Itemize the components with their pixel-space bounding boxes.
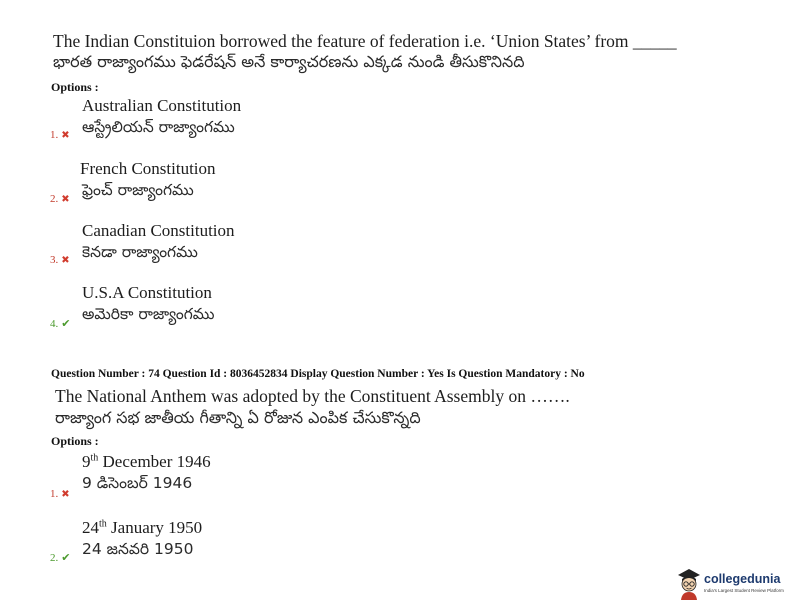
cross-icon: ✖ xyxy=(61,130,70,141)
question-2-meta: Question Number : 74 Question Id : 8036452834 Display Question Number : Yes Is Question Mandatory : No xyxy=(51,368,585,380)
q2-option-2-number: 2. xyxy=(50,552,59,564)
q2-option-1-day: 9 xyxy=(82,452,91,471)
q1-option-3-marker xyxy=(50,250,70,268)
q2-option-1-marker xyxy=(50,484,70,502)
q1-option-1-text-te: ఆస్ట్రేలియన్ రాజ్యాంగము xyxy=(82,118,235,136)
q1-option-4-text-en: U.S.A Constitution xyxy=(82,283,212,302)
question-2-text-te: రాజ్యాంగ సభ జాతీయ గీతాన్ని ఏ రోజున ఎంపిక చేసుకొన్నది xyxy=(55,408,421,427)
question-2-options-label: Options : xyxy=(51,434,99,448)
collegedunia-logo xyxy=(676,566,786,602)
logo-name: collegedunia xyxy=(704,572,781,586)
question-1-options-label: Options : xyxy=(51,80,99,94)
q1-option-1-text-en: Australian Constitution xyxy=(82,96,242,115)
q2-option-2-text-en xyxy=(82,518,202,538)
q1-option-3-text-en: Canadian Constitution xyxy=(82,221,235,240)
question-2-text-en: The National Anthem was adopted by the Constituent Assembly on ……. xyxy=(55,386,570,406)
q2-option-1-number: 1. xyxy=(50,488,59,500)
logo-tagline: India's Largest Student Review Platform xyxy=(704,588,784,593)
checkmark-icon: ✔ xyxy=(61,317,71,330)
q1-option-1-marker xyxy=(50,125,70,143)
q1-option-3-number: 3. xyxy=(50,254,59,266)
q1-option-1-number: 1. xyxy=(50,129,59,141)
q2-option-1-text-en xyxy=(82,452,211,472)
cross-icon: ✖ xyxy=(61,489,70,500)
q2-option-1-suffix: th xyxy=(90,452,99,464)
q2-option-2-text-te: 24 జనవరి 1950 xyxy=(82,540,194,558)
q2-option-2-rest: January 1950 xyxy=(106,518,203,537)
q2-option-2-marker xyxy=(50,548,70,566)
q2-option-1-text-te: 9 డిసెంబర్ 1946 xyxy=(82,474,193,492)
q2-option-2-suffix: th xyxy=(99,518,107,530)
cross-icon: ✖ xyxy=(61,194,70,205)
cross-icon: ✖ xyxy=(61,255,70,266)
q1-option-2-number: 2. xyxy=(50,193,59,205)
q1-option-2-text-te: ఫ్రెంచ్ రాజ్యాంగము xyxy=(82,181,194,199)
question-1-text-en: The Indian Constituion borrowed the feature of federation i.e. ‘Union States’ from _____ xyxy=(53,31,677,51)
q1-option-2-marker xyxy=(50,189,70,207)
q1-option-4-marker xyxy=(50,314,70,332)
question-1-text-te: భారత రాజ్యాంగము ఫెడరేషన్ అనే కార్యాచరణను ఎక్కడ నుండి తీసుకొనినది xyxy=(53,52,525,71)
q1-option-2-text-en: French Constitution xyxy=(80,159,216,178)
q1-option-4-text-te: అమెరికా రాజ్యాంగము xyxy=(82,305,215,323)
q2-option-1-rest: December 1946 xyxy=(98,452,211,471)
q2-option-2-day: 24 xyxy=(82,518,99,537)
student-mascot-icon xyxy=(676,566,702,600)
q1-option-4-number: 4. xyxy=(50,318,59,330)
q1-option-3-text-te: కెనడా రాజ్యాంగము xyxy=(82,243,198,261)
checkmark-icon: ✔ xyxy=(61,551,71,564)
